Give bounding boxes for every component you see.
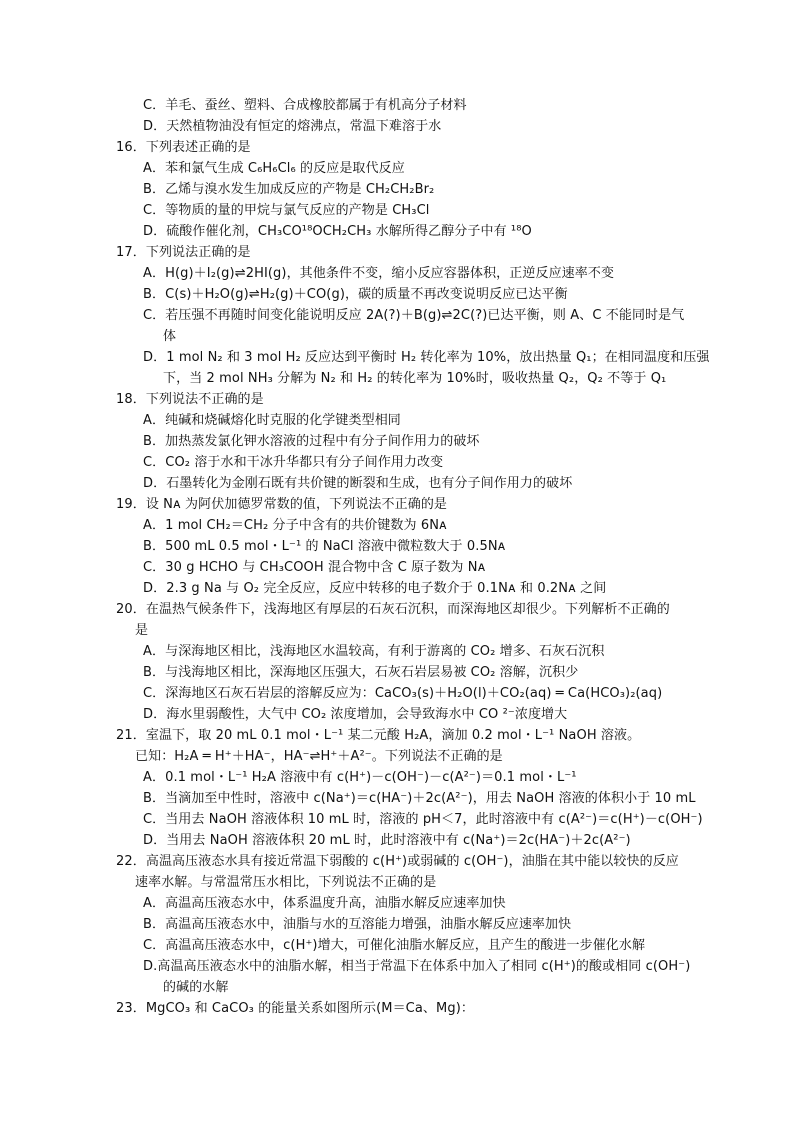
question-20: 20．在温热气候条件下，浅海地区有厚层的石灰石沉积，而深海地区却很少。下列解析不正确的 bbox=[116, 602, 670, 617]
option-22c: C．高温高压液态水中，c(H⁺)增大，可催化油脂水解反应，且产生的酸进一步催化水解 bbox=[143, 938, 646, 953]
option-16b: B．乙烯与溴水发生加成反应的产物是 CH₂CH₂Br₂ bbox=[143, 182, 435, 197]
option-17b: B．C(s)＋H₂O(g)⇌H₂(g)＋CO(g)，碳的质量不再改变说明反应已达平衡 bbox=[143, 287, 568, 302]
option-17c-cont: 体 bbox=[163, 329, 177, 344]
option-19c: C．30 g HCHO 与 CH₃COOH 混合物中含 C 原子数为 Nᴀ bbox=[143, 560, 486, 575]
option-19b: B．500 mL 0.5 mol・L⁻¹ 的 NaCl 溶液中微粒数大于 0.5Nᴀ bbox=[143, 539, 506, 554]
option-18a: A．纯碱和烧碱熔化时克服的化学键类型相同 bbox=[143, 413, 401, 428]
option-19d: D．2.3 g Na 与 O₂ 完全反应，反应中转移的电子数介于 0.1Nᴀ 和 0.2Nᴀ 之间 bbox=[143, 581, 607, 596]
option-16d: D．硫酸作催化剂，CH₃CO¹⁸OCH₂CH₃ 水解所得乙醇分子中有 ¹⁸O bbox=[143, 224, 532, 239]
option-19a: A．1 mol CH₂＝CH₂ 分子中含有的共价键数为 6Nᴀ bbox=[143, 518, 447, 533]
option-21c: C．当用去 NaOH 溶液体积 10 mL 时，溶液的 pH＜7，此时溶液中有 c(A²⁻)＝c(H⁺)－c(OH⁻) bbox=[143, 812, 703, 827]
option-16a: A．苯和氯气生成 C₆H₆Cl₆ 的反应是取代反应 bbox=[143, 161, 405, 176]
option-15c: C．羊毛、蚕丝、塑料、合成橡胶都属于有机高分子材料 bbox=[143, 98, 467, 113]
question-18: 18．下列说法不正确的是 bbox=[116, 392, 264, 407]
option-22d: D.高温高压液态水中的油脂水解，相当于常温下在体系中加入了相同 c(H⁺)的酸或相同 c(OH⁻) bbox=[143, 959, 691, 974]
option-20a: A．与深海地区相比，浅海地区水温较高，有利于游离的 CO₂ 增多、石灰石沉积 bbox=[143, 644, 605, 659]
question-21: 21．室温下，取 20 mL 0.1 mol・L⁻¹ 某二元酸 H₂A，滴加 0.2 mol・L⁻¹ NaOH 溶液。 bbox=[116, 728, 641, 743]
option-17d-cont: 下，当 2 mol NH₃ 分解为 N₂ 和 H₂ 的转化率为 10%时，吸收热量 Q₂，Q₂ 不等于 Q₁ bbox=[163, 371, 667, 386]
option-21d: D．当用去 NaOH 溶液体积 20 mL 时，此时溶液中有 c(Na⁺)＝2c(HA⁻)＋2c(A²⁻) bbox=[143, 833, 631, 848]
question-20-cont: 是 bbox=[135, 623, 149, 638]
option-22a: A．高温高压液态水中，体系温度升高，油脂水解反应速率加快 bbox=[143, 896, 506, 911]
question-19: 19．设 Nᴀ 为阿伏加德罗常数的值，下列说法不正确的是 bbox=[116, 497, 448, 512]
question-17: 17．下列说法正确的是 bbox=[116, 245, 251, 260]
option-20b: B．与浅海地区相比，深海地区压强大，石灰石岩层易被 CO₂ 溶解，沉积少 bbox=[143, 665, 579, 680]
option-15d: D．天然植物油没有恒定的熔沸点，常温下难溶于水 bbox=[143, 119, 442, 134]
option-22d-cont: 的碱的水解 bbox=[163, 980, 229, 995]
question-16: 16．下列表述正确的是 bbox=[116, 140, 251, 155]
question-21-given: 已知：H₂A ═ H⁺＋HA⁻，HA⁻⇌H⁺＋A²⁻。下列说法不正确的是 bbox=[135, 749, 503, 764]
option-16c: C．等物质的量的甲烷与氯气反应的产物是 CH₃Cl bbox=[143, 203, 430, 218]
option-18c: C．CO₂ 溶于水和干冰升华都只有分子间作用力改变 bbox=[143, 455, 444, 470]
option-22b: B．高温高压液态水中，油脂与水的互溶能力增强，油脂水解反应速率加快 bbox=[143, 917, 572, 932]
option-18b: B．加热蒸发氯化钾水溶液的过程中有分子间作用力的破坏 bbox=[143, 434, 480, 449]
question-23: 23．MgCO₃ 和 CaCO₃ 的能量关系如图所示(M＝Ca、Mg)： bbox=[116, 1001, 474, 1016]
option-21a: A．0.1 mol・L⁻¹ H₂A 溶液中有 c(H⁺)－c(OH⁻)－c(A²⁻)＝0.1 mol・L⁻¹ bbox=[143, 770, 577, 785]
option-18d: D．石墨转化为金刚石既有共价键的断裂和生成，也有分子间作用力的破坏 bbox=[143, 476, 573, 491]
option-21b: B．当滴加至中性时，溶液中 c(Na⁺)＝c(HA⁻)＋2c(A²⁻)，用去 NaOH 溶液的体积小于 10 mL bbox=[143, 791, 696, 806]
question-22-cont: 速率水解。与常温常压水相比，下列说法不正确的是 bbox=[135, 875, 437, 890]
option-20c: C．深海地区石灰石岩层的溶解反应为：CaCO₃(s)＋H₂O(l)＋CO₂(aq) ═ Ca(HCO₃)₂(aq) bbox=[143, 686, 663, 701]
option-17d: D．1 mol N₂ 和 3 mol H₂ 反应达到平衡时 H₂ 转化率为 10%，放出热量 Q₁；在相同温度和压强 bbox=[143, 350, 710, 365]
option-17a: A．H(g)＋I₂(g)⇌2HI(g)，其他条件不变，缩小反应容器体积，正逆反应速率不变 bbox=[143, 266, 615, 281]
option-17c: C．若压强不再随时间变化能说明反应 2A(?)＋B(g)⇌2C(?)已达平衡，则 A、C 不能同时是气 bbox=[143, 308, 685, 323]
option-20d: D．海水里弱酸性，大气中 CO₂ 浓度增加，会导致海水中 CO ²⁻浓度增大 bbox=[143, 707, 568, 722]
question-22: 22．高温高压液态水具有接近常温下弱酸的 c(H⁺)或弱碱的 c(OH⁻)，油脂在其中能以较快的反应 bbox=[116, 854, 679, 869]
